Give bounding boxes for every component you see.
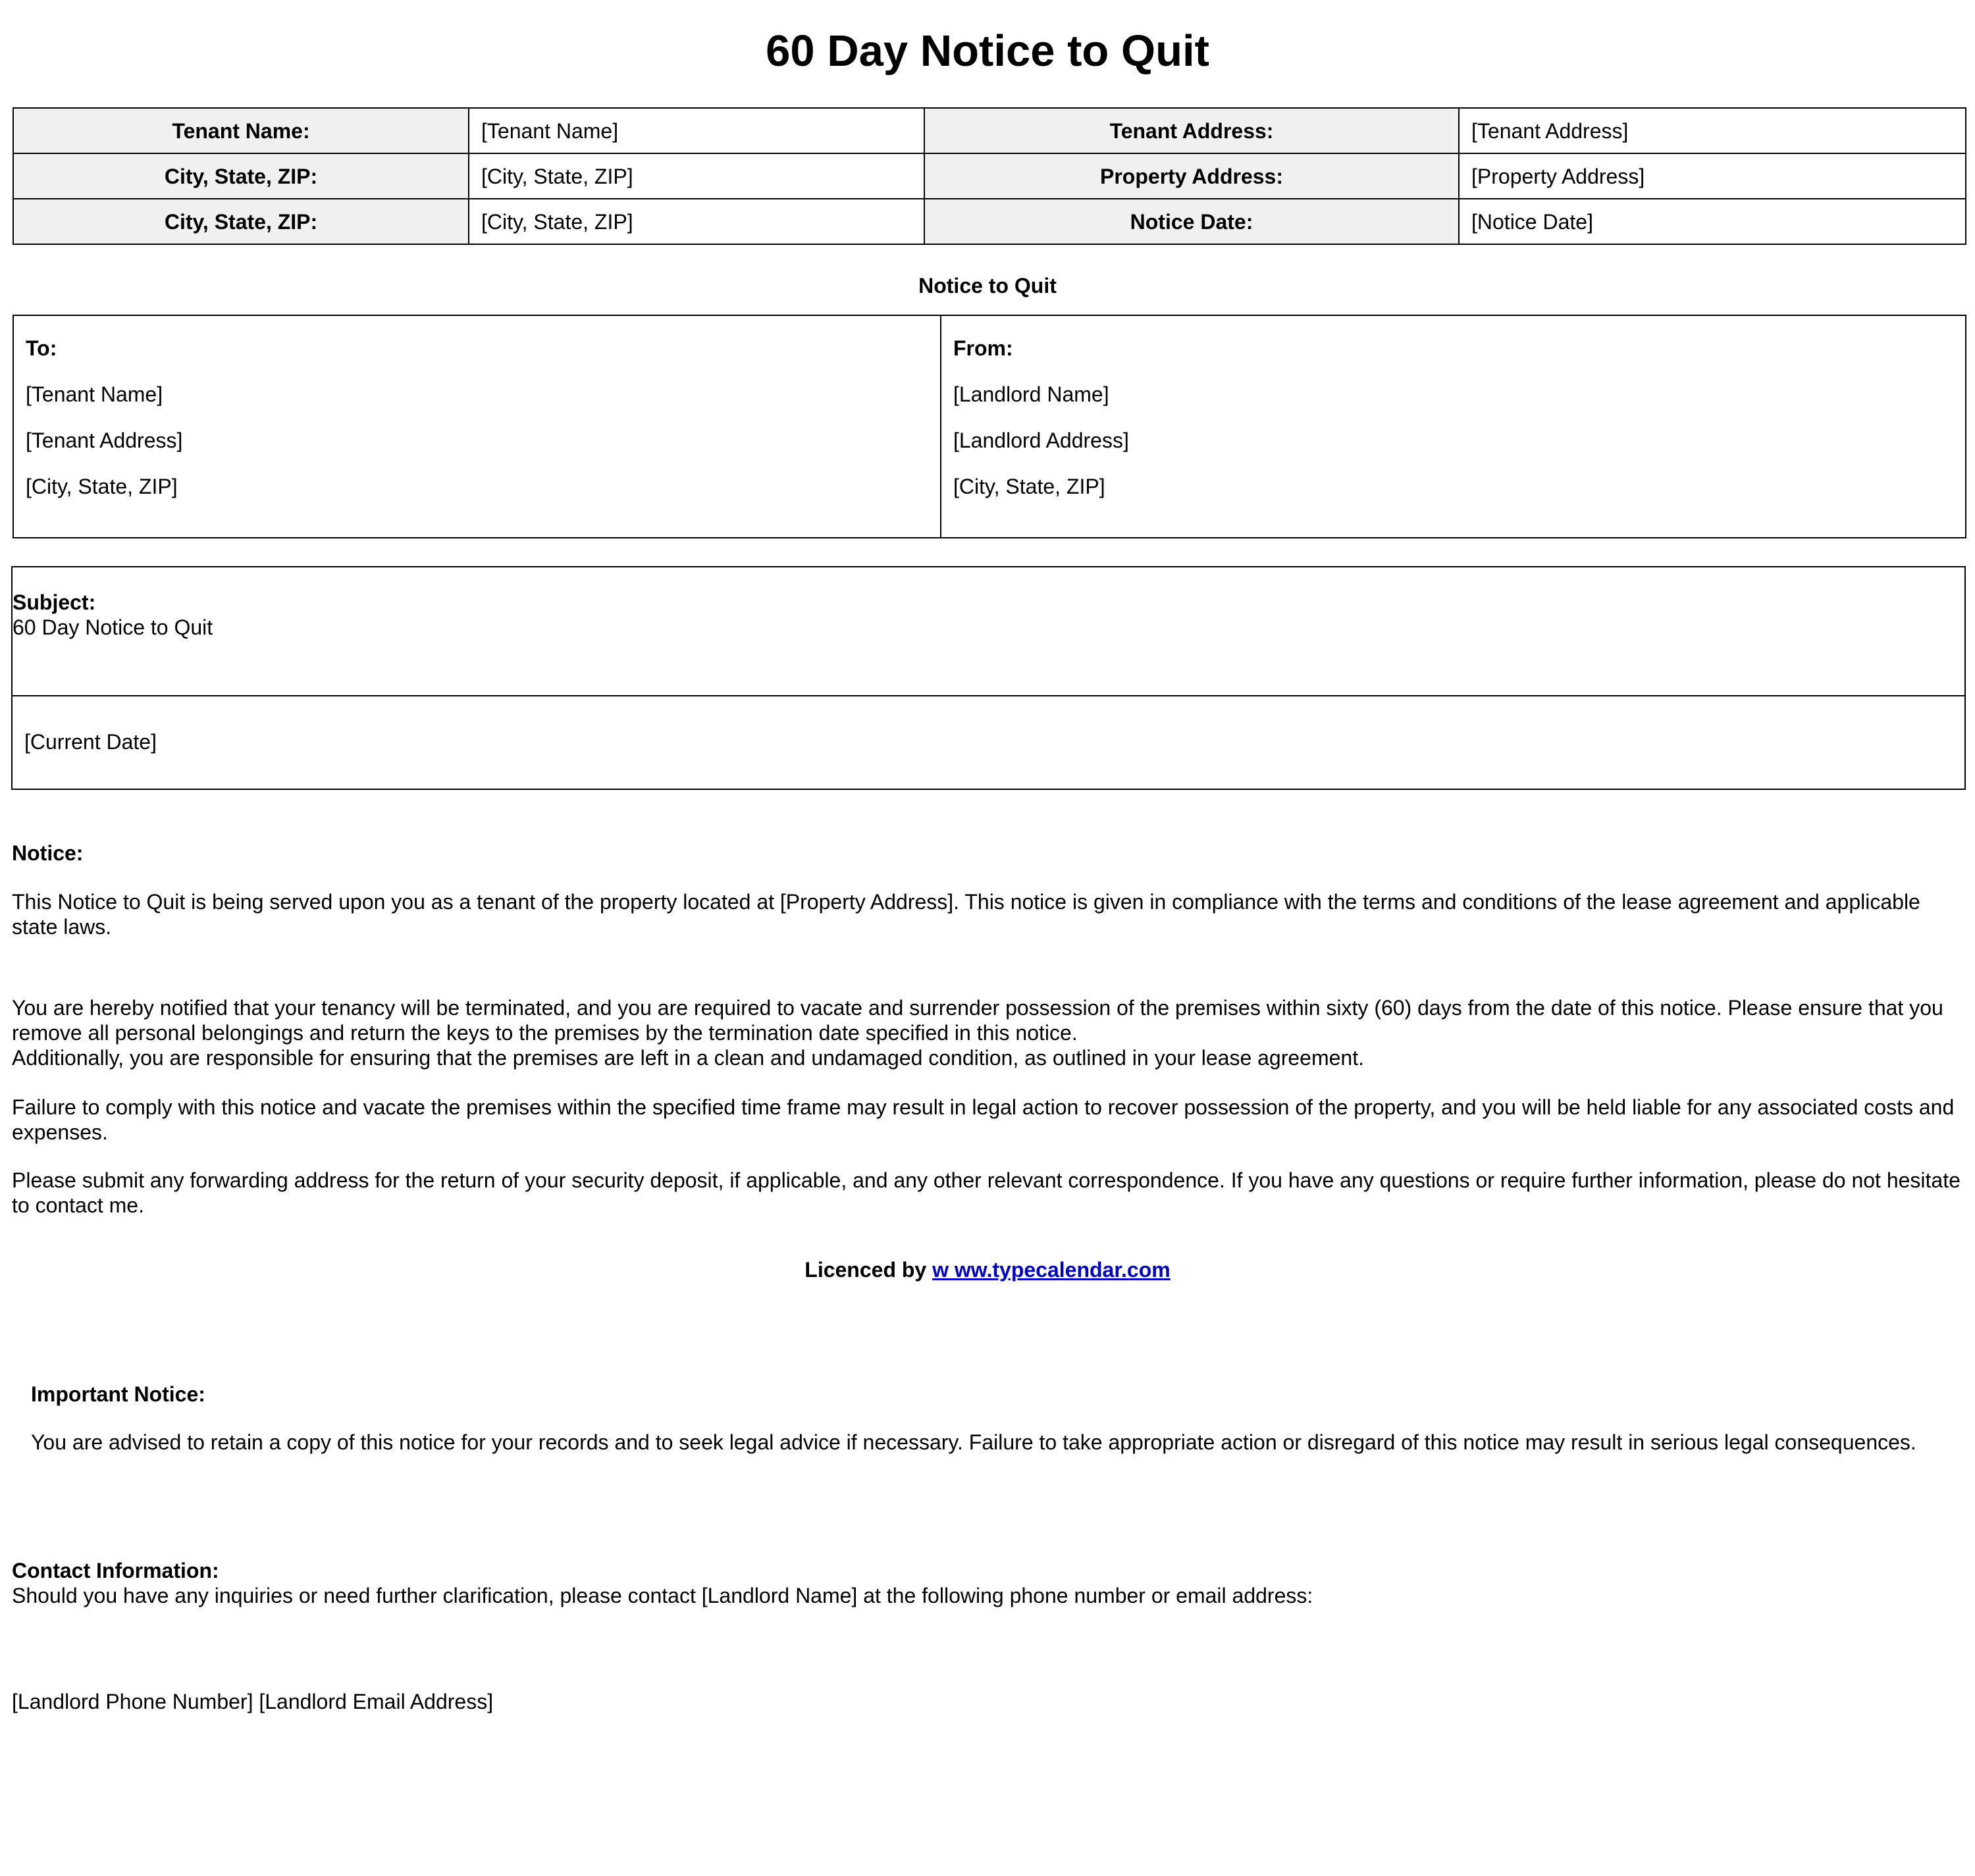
to-cell bbox=[13, 315, 941, 538]
to-name: [Tenant Name] bbox=[26, 382, 163, 406]
license-line bbox=[0, 1257, 1975, 1282]
notice-paragraph-1: This Notice to Quit is being served upon you as a tenant of the property located at [Property Address]. This notice is given in compliance with the terms and conditions of the lease agreement and applicable state laws. bbox=[12, 890, 1920, 939]
tenant-name-value: [Tenant Name] bbox=[469, 108, 924, 153]
tenant-address-value: [Tenant Address] bbox=[1459, 108, 1966, 153]
to-city: [City, State, ZIP] bbox=[26, 475, 178, 498]
tenant-city-label: City, State, ZIP: bbox=[13, 153, 469, 199]
property-city-label: City, State, ZIP: bbox=[13, 199, 469, 244]
to-from-table bbox=[13, 315, 1966, 538]
notice-date-value: [Notice Date] bbox=[1459, 199, 1966, 244]
notice-date-label: Notice Date: bbox=[924, 199, 1459, 244]
subject-label: Subject: bbox=[13, 590, 96, 614]
current-date: [Current Date] bbox=[24, 730, 157, 754]
from-city: [City, State, ZIP] bbox=[953, 475, 1105, 498]
tenant-city-value: [City, State, ZIP] bbox=[469, 153, 924, 199]
contact-heading: Contact Information: bbox=[12, 1559, 219, 1582]
section-heading: Notice to Quit bbox=[918, 274, 1057, 298]
important-notice-text: You are advised to retain a copy of this notice for your records and to seek legal advice if necessary. Failure to take appropriate action or disregard of this notice may result in serious legal consequences. bbox=[31, 1430, 1916, 1454]
tenant-address-label: Tenant Address: bbox=[924, 108, 1459, 153]
property-city-value: [City, State, ZIP] bbox=[469, 199, 924, 244]
notice-heading: Notice: bbox=[12, 841, 84, 865]
to-label: To: bbox=[26, 336, 57, 360]
contact-text: Should you have any inquiries or need further clarification, please contact [Landlord Name] at the following phone number or email address: bbox=[12, 1584, 1313, 1607]
to-address: [Tenant Address] bbox=[26, 429, 183, 452]
from-cell bbox=[941, 315, 1966, 538]
property-address-label: Property Address: bbox=[924, 153, 1459, 199]
notice-paragraph-5: Please submit any forwarding address for the return of your security deposit, if applicable, and any other relevant correspondence. If you have any questions or require further information, please do not hesitate to contact me. bbox=[12, 1168, 1961, 1217]
table-row bbox=[13, 315, 1966, 538]
notice-paragraph-2: You are hereby notified that your tenancy will be terminated, and you are required to vacate and surrender possession of the premises within sixty (60) days from the date of this notice. Please ensure that you remove all personal belongings and return the keys to the premises by the termination date specified in this notice. bbox=[12, 996, 1943, 1045]
notice-paragraph-4: Failure to comply with this notice and vacate the premises within the specified time frame may result in legal action to recover possession of the property, and you will be held liable for any associated costs and expenses. bbox=[12, 1095, 1955, 1144]
tenant-name-label: Tenant Name: bbox=[13, 108, 469, 153]
important-notice-heading: Important Notice: bbox=[31, 1382, 205, 1406]
property-address-value: [Property Address] bbox=[1459, 153, 1966, 199]
current-date-box bbox=[11, 695, 1966, 790]
subject-box bbox=[11, 566, 1966, 696]
table-row bbox=[13, 199, 1966, 244]
tenant-info-table bbox=[13, 107, 1966, 245]
subject-text: 60 Day Notice to Quit bbox=[13, 615, 213, 639]
contact-details: [Landlord Phone Number] [Landlord Email Address] bbox=[12, 1690, 494, 1713]
table-row bbox=[13, 153, 1966, 199]
document-title: 60 Day Notice to Quit bbox=[766, 26, 1209, 76]
from-label: From: bbox=[953, 336, 1013, 360]
table-row bbox=[13, 108, 1966, 153]
from-address: [Landlord Address] bbox=[953, 429, 1129, 452]
license-prefix: Licenced by bbox=[804, 1258, 927, 1282]
license-link[interactable]: w ww.typecalendar.com bbox=[932, 1258, 1171, 1282]
from-name: [Landlord Name] bbox=[953, 382, 1109, 406]
notice-paragraph-3: Additionally, you are responsible for ensuring that the premises are left in a clean and undamaged condition, as outlined in your lease agreement. bbox=[12, 1046, 1364, 1070]
